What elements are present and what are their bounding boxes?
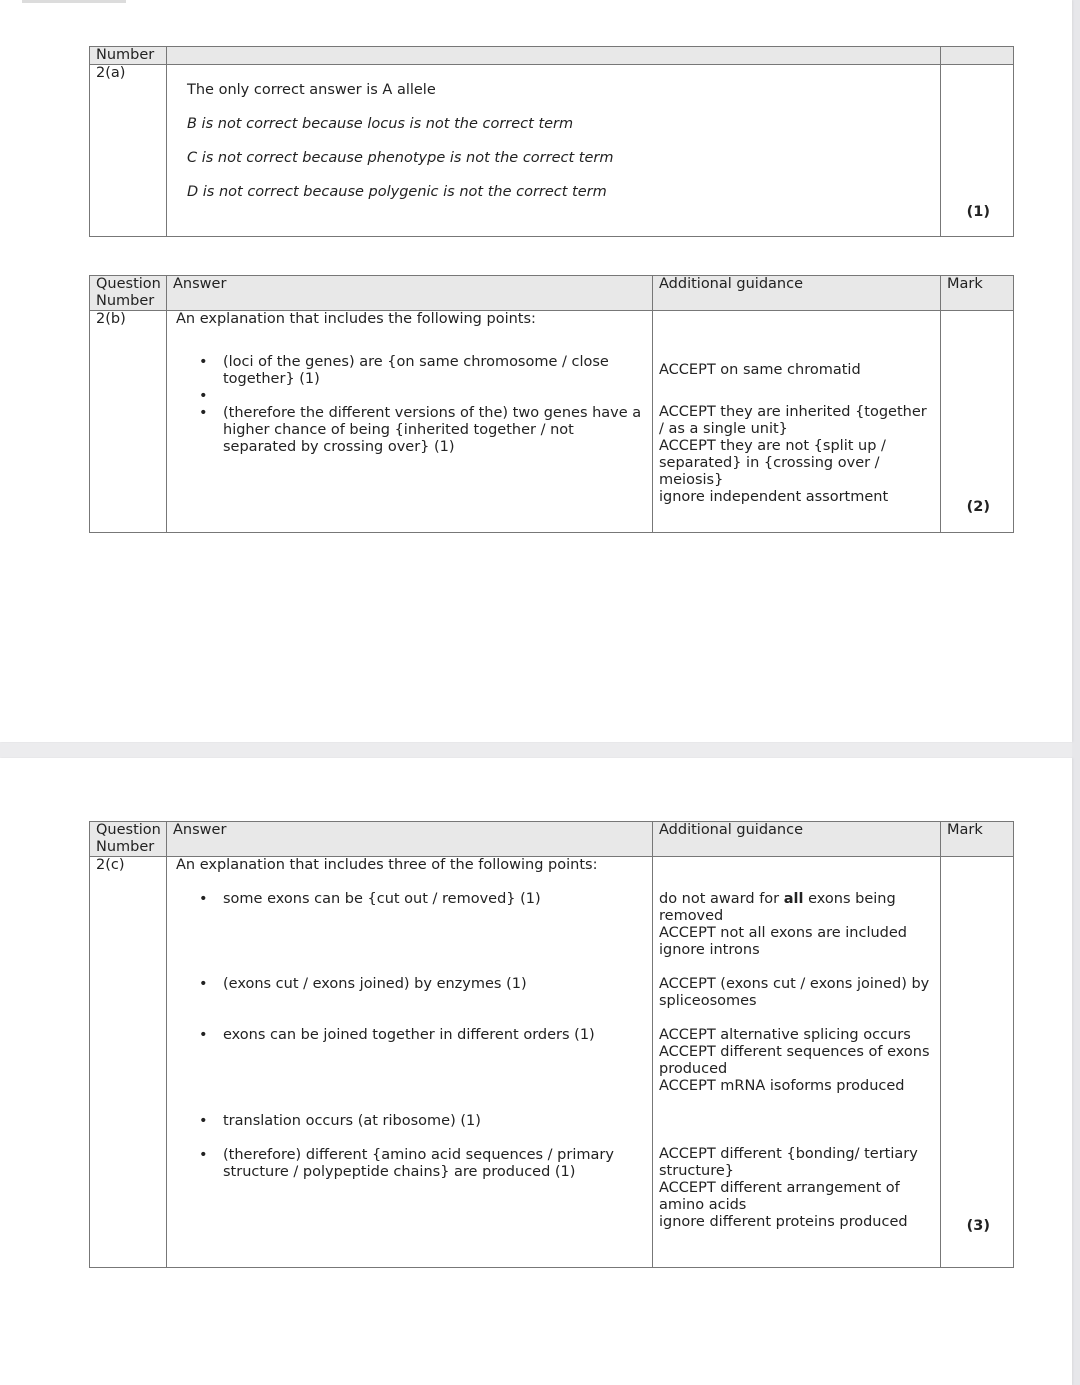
- list-item: • some exons can be {cut out / removed} (1): [173, 891, 646, 908]
- guidance-cell: [653, 311, 941, 533]
- list-item: • (therefore the different versions of the) two genes have a higher chance of being {inherited together / not separated by crossing over} (1): [173, 405, 646, 456]
- guidance-line: ACCEPT not all exons are included: [659, 925, 908, 941]
- guidance-line: ignore independent assortment: [659, 489, 889, 505]
- table-2c-header: [90, 822, 1014, 857]
- question-number: 2(c): [90, 857, 167, 1268]
- guidance-line: do not award for all exons being removed: [659, 891, 896, 924]
- guidance-line: ACCEPT they are not {split up / separated} in {crossing over / meiosis}: [659, 438, 886, 488]
- table-2b-header: [90, 276, 1014, 311]
- table-2b-row: [90, 311, 1014, 533]
- guidance-line: ignore introns: [659, 942, 760, 958]
- guidance-line: ACCEPT mRNA isoforms produced: [659, 1078, 905, 1094]
- table-2c: [89, 821, 1014, 1268]
- guidance-line: ACCEPT they are inherited {together / as a single unit}: [659, 404, 927, 437]
- answer-cell: [167, 311, 653, 533]
- table-2b: [89, 275, 1014, 533]
- answer-intro: An explanation that includes the following points:: [176, 311, 536, 327]
- top-tab-strip: [22, 0, 126, 3]
- question-number: 2(a): [90, 65, 167, 237]
- list-item: • (loci of the genes) are {on same chromosome / close together} (1): [173, 354, 646, 388]
- header-guidance: Additional guidance: [653, 822, 941, 857]
- guidance-cell: [653, 857, 941, 1268]
- mark-value: (1): [966, 204, 990, 220]
- header-mark: Mark: [941, 822, 1014, 857]
- guidance-line: ACCEPT on same chromatid: [659, 362, 861, 378]
- table-2c-row: [90, 857, 1014, 1268]
- header-guidance: Additional guidance: [653, 276, 941, 311]
- mark-cell: [941, 311, 1014, 533]
- header-mark: Mark: [941, 276, 1014, 311]
- guidance-line: ignore different proteins produced: [659, 1214, 908, 1230]
- table-2a: [89, 46, 1014, 237]
- mark-value: (2): [966, 499, 990, 515]
- page-2: [0, 758, 1072, 1385]
- answer-points: [173, 354, 646, 456]
- list-item: • exons can be joined together in different orders (1): [173, 1027, 646, 1044]
- header-answer: Answer: [167, 822, 653, 857]
- mark-cell: [941, 857, 1014, 1268]
- table-2a-row: [90, 65, 1014, 237]
- answer-points: [173, 891, 646, 1181]
- right-edge: [1072, 0, 1080, 1385]
- header-question-number: Question Number: [90, 276, 167, 311]
- list-item: • (exons cut / exons joined) by enzymes (1): [173, 976, 646, 993]
- guidance-line: ACCEPT different sequences of exons produced: [659, 1044, 930, 1077]
- distractor-c: C is not correct because phenotype is not the correct term: [187, 150, 614, 166]
- list-item: • translation occurs (at ribosome) (1): [173, 1113, 646, 1130]
- table-2a-header: [90, 47, 1014, 65]
- answer-intro: An explanation that includes three of the following points:: [176, 857, 598, 873]
- header-answer: Answer: [167, 276, 653, 311]
- mark-value: (3): [966, 1218, 990, 1234]
- correct-answer: The only correct answer is A allele: [187, 82, 436, 98]
- answer-cell: [167, 65, 941, 237]
- question-number: 2(b): [90, 311, 167, 533]
- guidance-line: ACCEPT different {bonding/ tertiary structure}: [659, 1146, 918, 1179]
- answer-cell: [167, 857, 653, 1268]
- distractor-b: B is not correct because locus is not the correct term: [187, 116, 574, 132]
- guidance-line: ACCEPT alternative splicing occurs: [659, 1027, 911, 1043]
- mark-cell: [941, 65, 1014, 237]
- list-item: • (therefore) different {amino acid sequences / primary structure / polypeptide chains} are produced (1): [173, 1147, 646, 1181]
- header-question-number: Question Number: [90, 822, 167, 857]
- distractor-d: D is not correct because polygenic is not the correct term: [187, 184, 607, 200]
- guidance-line: ACCEPT different arrangement of amino acids: [659, 1180, 900, 1213]
- header-number: Number: [90, 47, 167, 65]
- list-item-empty: [173, 388, 646, 405]
- guidance-line: ACCEPT (exons cut / exons joined) by spliceosomes: [659, 976, 930, 1009]
